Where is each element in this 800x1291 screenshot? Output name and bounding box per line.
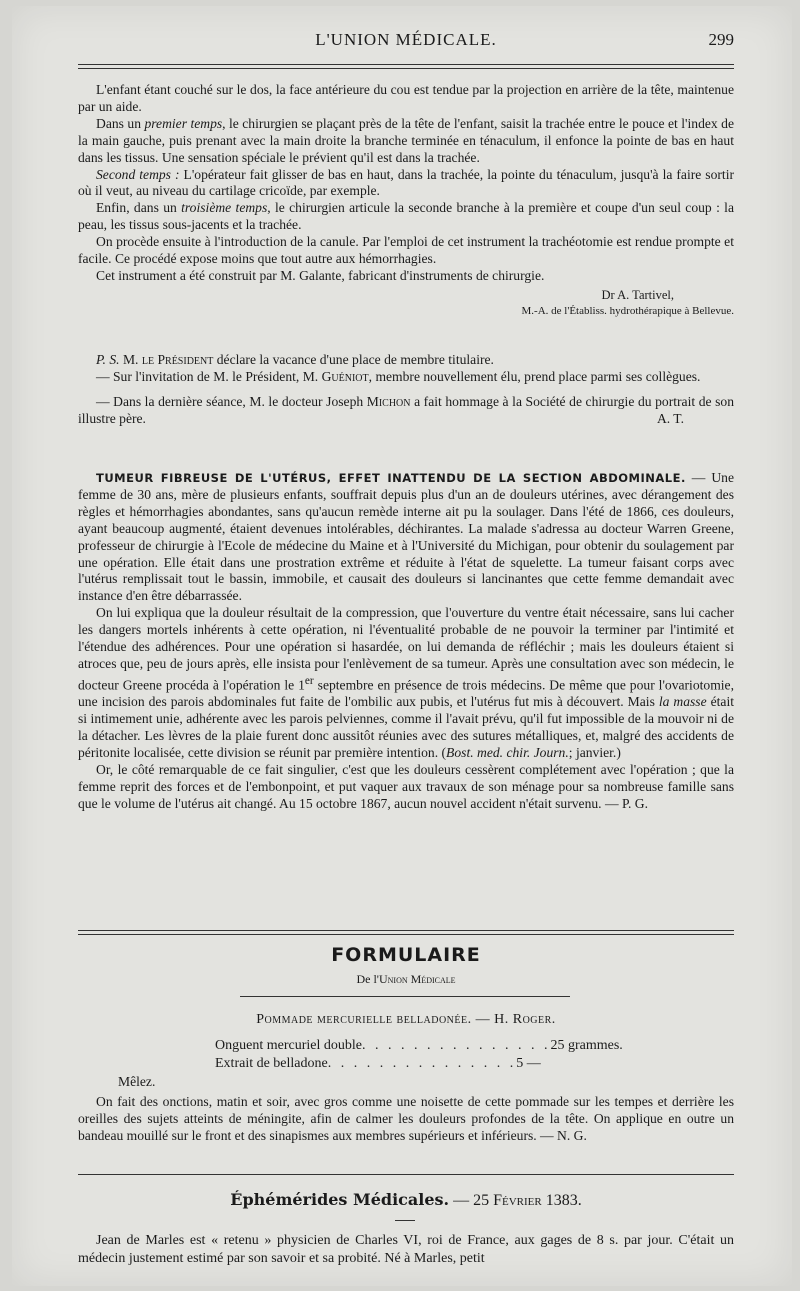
paragraph: Dans un premier temps, le chirurgien se plaçant près de la tête de l'enfant, saisit la trachée entre le pouce et l'index de la main gauche, puis prenant avec la main droite la branche terminée en ténaculum, il enfonce la pointe de bas en haut dans les tissus. Une sensation spéciale le prévient qu'il est dans la trachée. [78,115,734,165]
divider [78,1174,734,1175]
ingredient-row: Extrait de belladone . . . . . . . . . . . . . . . 5 — [215,1056,541,1071]
article-title: TUMEUR FIBREUSE DE L'UTÉRUS, EFFET INATTENDU DE LA SECTION ABDOMINALE. [96,471,686,485]
divider [240,996,570,997]
paragraph: — Dans la dernière séance, M. le docteur Joseph Michon a fait hommage à la Société de chirurgie du portrait de son illustre père. A. T. [78,393,734,426]
signature: Dr A. Tartivel, [601,287,674,302]
paragraph: On lui expliqua que la douleur résultait de la compression, que l'ouverture du ventre était nécessaire, sans lui cacher les dangers mortels inhérents à cette opération, ni l'éventualité probable de ne pouvoir la terminer par l'intimité et l'étendue des adhérences. Pour une opération si hasardée, on lui demanda de réfléchir ; mais les douleurs étaient si atroces que, peu de jours après, elle insista pour l'enlèvement de sa tumeur. Après une consultation avec son médecin, le docteur Greene procéda à l'opération le 1er septembre en présence de trois médecins. De même que pour l'ovariotomie, une incision des parois abdominales fut faite de l'ombilic aux pubis, et l'utérus fut mis à découvert. Mais la masse était si intimement unie, adhérente avec les parois pelviennes, comme il l'avait prévu, qu'il fut impossible de la mouvoir ni de la détacher. Les lèvres de la plaie furent donc aussitôt réunies avec des sutures métalliques, et, malgré des accidents de péritonite localisée, cette division se réunit par première intention. (Bost. med. chir. Journ.; janvier.) [78,605,734,761]
formulaire-title: FORMULAIRE [331,944,481,966]
section-tumeur [78,470,734,813]
section-rule [78,930,734,935]
paragraph: Second temps : L'opérateur fait glisser de bas en haut, dans la trachée, la pointe du ténaculum, jusqu'à la faire sortir où il veut, au niveau du cartilage cricoïde, par exemple. [78,166,734,199]
ephemerides-body [78,1232,734,1268]
header-rule [78,64,734,69]
paragraph: Or, le côté remarquable de ce fait singulier, c'est que les douleurs cessèrent complétement avec l'opération ; que la femme reprit des forces et de l'embonpoint, et put vaquer aux travaux de son ménage pour sa nombreuse famille sans que le volume de l'utérus ait changé. Au 15 octobre 1867, aucun nouvel accident n'était survenu. — P. G. [78,761,734,811]
journal-title: L'UNION MÉDICALE. [315,30,497,49]
paragraph: Jean de Marles est « retenu » physicien de Charles VI, roi de France, aux gages de 8 s. par jour. C'était un médecin justement estimé par son savoir et sa probité. Né à Marles, petit [78,1233,734,1266]
section-tracheotomy [78,82,734,319]
paragraph: — Sur l'invitation de M. le Président, M. Guéniot, membre nouvellement élu, prend place parmi ses collègues. [96,368,701,384]
recipe-body [78,1074,734,1145]
paragraph: Enfin, dans un troisième temps, le chirurgien articule la seconde branche à la première et coupe d'un seul coup : la peau, les tissus sous-jacents et la trachée. [78,200,734,233]
recipe-title: Pommade mercurielle belladonée. — H. Roger. [256,1012,556,1027]
paragraph: On fait des onctions, matin et soir, avec gros comme une noisette de cette pommade sur les tempes et derrière les oreilles des sujets atteints de méningite, afin de calmer les douleurs profondes de la tête. On applique en outre un bandeau mouillé sur le front et des sinapismes aux membres supérieurs et inférieurs. — N. G. [78,1093,734,1143]
paragraph: P. S. M. le Président déclare la vacance d'une place de membre titulaire. [96,352,494,367]
section-postscript [78,352,734,428]
signature-affiliation: M.-A. de l'Établiss. hydrothérapique à Bellevue. [521,304,734,317]
page-number: 299 [708,30,734,49]
melez-instruction: Mêlez. [118,1074,156,1089]
ingredient-row: Onguent mercuriel double . . . . . . . . . . . . . . . 25 grammes. [215,1038,623,1053]
page-header [78,30,734,54]
paragraph: Cet instrument a été construit par M. Galante, fabricant d'instruments de chirurgie. [96,267,545,283]
ephemerides-title: Éphémérides Médicales. — 25 Février 1383. [230,1190,582,1209]
paragraph: TUMEUR FIBREUSE DE L'UTÉRUS, EFFET INATTENDU DE LA SECTION ABDOMINALE. — Une femme de 30 ans, mère de plusieurs enfants, souffrait depuis plus d'un an de douleurs utérines, avec dérangement des règles et hémorrhagies abondantes, sans qu'aucun remède interne ait pu la soulager. Dans l'été de 1866, ces douleurs, ayant beaucoup augmenté, étaient devenues intolérables, déchirantes. La malade s'adressa au docteur Warren Greene, professeur de chirurgie à l'Ecole de médecine du Maine et à l'Université du Michigan, pour obtenir du soulagement par une opération. Elle était dans une prostration extrême et réduite à l'état de squelette. La tumeur faisant corps avec l'utérus remplissait tout le bassin, immobile, et causait des douleurs si lancinantes que cette femme demandait avec instance d'en être débarrassée. [78,470,734,604]
paragraph: On procède ensuite à l'introduction de la canule. Par l'emploi de cet instrument la trachéotomie est rendue prompte et facile. Ce procédé expose moins que tout autre aux hémorrhagies. [78,234,734,267]
formulaire-subtitle: De l'Union Médicale [356,972,456,986]
paragraph: L'enfant étant couché sur le dos, la face antérieure du cou est tendue par la projection en arrière de la tête, maintenue par un aide. [78,82,734,114]
divider [395,1220,415,1221]
